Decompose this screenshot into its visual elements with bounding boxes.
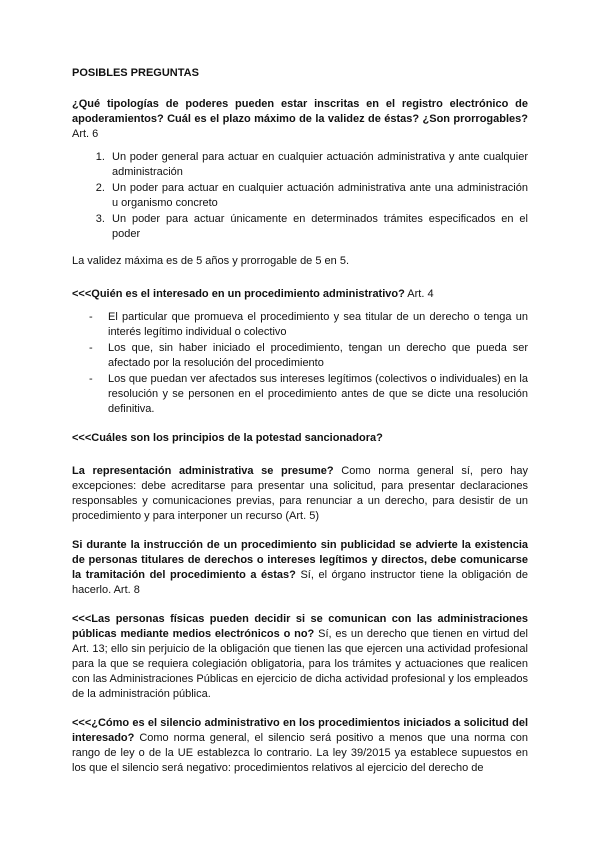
question-6-answer: Sí, es un derecho que tienen en virtud del Art. 13; ello sin perjuicio de la obligación que tienen las que ejercen una actividad profesional para la que se requiera colegiación obligatoria, para los trámites y actuaciones que realicen con las Administraciones Públicas en ejercicio de dicha actividad profesional y los empleados de la administración pública.	[72, 628, 528, 700]
question-7-answer: Como norma general, el silencio será positivo a menos que una norma con rango de ley o de la UE establezca lo contrario. La ley 39/2015 ya establece supuestos en los que el silencio será negativo: procedimientos relativos al ejercicio del derecho de	[72, 732, 528, 774]
question-3	[72, 431, 528, 446]
question-2-ref: Art. 4	[404, 288, 434, 300]
question-2-text: <<<Quién es el interesado en un procedimiento administrativo?	[72, 288, 405, 300]
question-3-text: <<<Cuáles son los principios de la potestad sancionadora?	[72, 432, 383, 444]
list-item: 2. Un poder para actuar en cualquier actuación administrativa ante una administración u organismo concreto	[108, 181, 528, 211]
question-1-after: La validez máxima es de 5 años y prorrogable de 5 en 5.	[72, 255, 349, 267]
question-1-list	[72, 150, 528, 242]
page-title: POSIBLES PREGUNTAS	[72, 67, 199, 79]
question-5-text: Si durante la instrucción de un procedimiento sin publicidad se advierte la existencia de personas titulares de derechos o intereses legítimos y directos, debe comunicarse la tramitación del procedimiento a éstas?	[72, 539, 528, 581]
question-1-ref: Art. 6	[72, 128, 99, 140]
question-2	[72, 287, 528, 302]
question-1	[72, 97, 528, 142]
question-1-text: ¿Qué tipologías de poderes pueden estar inscritas en el registro electrónico de apoderamientos? Cuál es el plazo máximo de la validez de éstas? ¿Son prorrogables?	[72, 98, 528, 125]
question-6	[72, 612, 528, 702]
list-item: - El particular que promueva el procedimiento y sea titular de un derecho o tenga un interés legítimo individual o colectivo	[108, 310, 528, 340]
question-5-answer: Sí, el órgano instructor tiene la obligación de hacerlo. Art. 8	[72, 569, 528, 596]
question-4-answer: Como norma general sí, pero hay excepciones: debe acreditarse para presentar una solicitud, para presentar declaraciones responsables y comunicaciones previas, para renunciar a un derecho, para desistir de un procedimiento y para interponer un recurso (Art. 5)	[72, 465, 528, 522]
list-item: - Los que puedan ver afectados sus intereses legítimos (colectivos o individuales) en la resolución y se personen en el procedimiento antes de que se dicte una resolución definitiva.	[108, 372, 528, 417]
question-6-text: <<<Las personas físicas pueden decidir si se comunican con las administraciones públicas mediante medios electrónicos o no?	[72, 613, 528, 640]
list-item: - Los que, sin haber iniciado el procedimiento, tengan un derecho que pueda ser afectado por la resolución del procedimiento	[108, 341, 528, 371]
list-item: 1. Un poder general para actuar en cualquier actuación administrativa y ante cualquier administración	[108, 150, 528, 180]
question-7	[72, 716, 528, 776]
question-7-text: <<<¿Cómo es el silencio administrativo en los procedimientos iniciados a solicitud del interesado?	[72, 717, 528, 744]
question-2-list	[72, 310, 528, 417]
question-4-text: La representación administrativa se presume?	[72, 465, 334, 477]
list-item: 3. Un poder para actuar únicamente en determinados trámites especificados en el poder	[108, 212, 528, 242]
document-content	[72, 66, 528, 790]
question-4	[72, 464, 528, 524]
question-5	[72, 538, 528, 598]
